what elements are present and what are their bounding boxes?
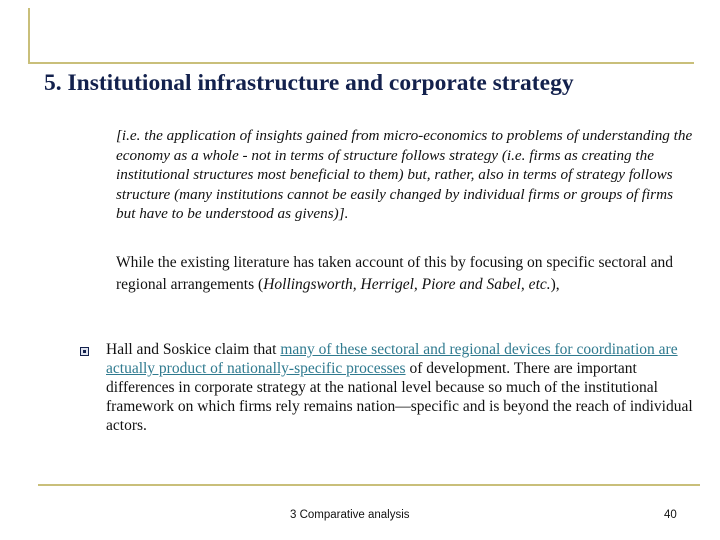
bullet-highlight-link[interactable]: many of these sectoral and regional devices for coordination are actually product of nationally-specific processes	[106, 341, 678, 377]
page-number: 40	[664, 509, 677, 521]
literature-paragraph	[116, 252, 696, 296]
bullet-paragraph	[106, 340, 704, 435]
intro-italic-paragraph: [i.e. the application of insights gained from micro-economics to problems of understanding the economy as a whole - not in terms of structure follows strategy (i.e. firms as creating the institutional structures most beneficial to them) but, rather, also in terms of strategy follows structure (many institutions cannot be easily changed by individual firms or groups of firms but have to be understood as givens)].	[116, 127, 693, 222]
slide-title: 5. Institutional infrastructure and corporate strategy	[44, 70, 574, 96]
literature-text-before: While the existing literature has taken account of this by focusing on specific sectoral and regional arrangements (	[116, 254, 673, 293]
accent-vertical-bar	[28, 8, 30, 64]
bullet-text-after: of development. There are important differences in corporate strategy at the national level because so much of the institutional framework on which firms rely remains nation—specific and is beyond the reach of individual actors.	[106, 360, 693, 434]
literature-text-after: ),	[550, 276, 560, 293]
bullet-text-before: Hall and Soskice claim that	[106, 341, 281, 358]
accent-top-rule	[28, 62, 694, 64]
literature-author-names: Hollingsworth, Herrigel, Piore and Sabel, etc.	[263, 276, 551, 293]
accent-bottom-rule	[38, 484, 700, 486]
footer-label: 3 Comparative analysis	[290, 509, 410, 521]
square-bullet-icon	[80, 347, 89, 356]
